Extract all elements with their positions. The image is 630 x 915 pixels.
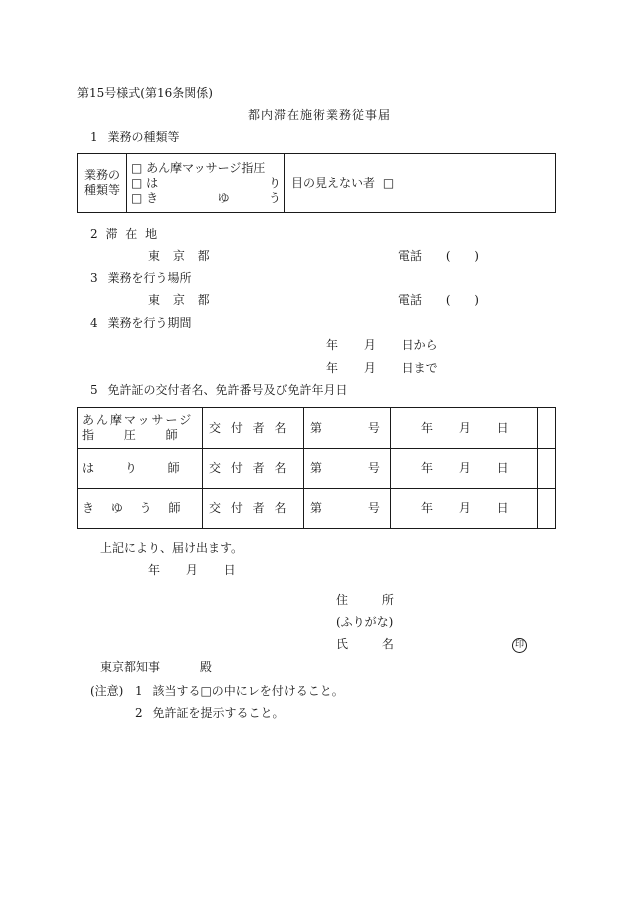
license-row-kyu — [78, 489, 556, 529]
seal-mark: 印 — [512, 636, 527, 653]
option-anma[interactable]: □ あん摩マッサージ指圧 — [131, 160, 266, 175]
note-2: 2 免許証を提示すること。 — [135, 706, 285, 720]
license-qualification: は り 師 — [78, 449, 203, 489]
license-number: 第 号 — [304, 449, 391, 489]
business-type-table — [77, 153, 556, 213]
business-type-options — [127, 154, 285, 213]
license-qualification: あん摩マッサージ 指 圧 師 — [78, 408, 203, 449]
license-extra — [538, 489, 556, 529]
addressee: 東京都知事 殿 — [100, 660, 212, 674]
license-table — [77, 407, 556, 529]
section4-heading: 4 業務を行う期間 — [90, 316, 192, 330]
section1-heading: 1 業務の種類等 — [90, 130, 180, 144]
option-kyu[interactable]: □ き ゆ う — [131, 190, 281, 205]
submission-date: 年 月 日 — [148, 563, 236, 577]
license-issuer: 交 付 者 名 — [203, 489, 304, 529]
work-phone: 電話 ( ) — [398, 293, 479, 307]
notes-label: (注意) — [90, 684, 124, 698]
license-qualification: き ゆ う 師 — [78, 489, 203, 529]
license-number: 第 号 — [304, 489, 391, 529]
form-title: 都内滞在施術業務従事届 — [248, 108, 392, 122]
form-number: 第15号様式(第16条関係) — [77, 86, 213, 100]
license-date: 年 月 日 — [391, 408, 538, 449]
stay-phone: 電話 ( ) — [398, 249, 479, 263]
option-hari[interactable]: □ は り — [131, 175, 281, 190]
note-1: 1 該当する□の中にレを付けること。 — [135, 684, 344, 698]
license-number: 第 号 — [304, 408, 391, 449]
business-type-label: 業務の 種類等 — [78, 154, 127, 213]
license-row-hari — [78, 449, 556, 489]
license-issuer: 交 付 者 名 — [203, 449, 304, 489]
work-address: 東 京 都 — [148, 293, 210, 307]
stay-address: 東 京 都 — [148, 249, 210, 263]
section3-heading: 3 業務を行う場所 — [90, 271, 192, 285]
license-date: 年 月 日 — [391, 489, 538, 529]
closing-statement: 上記により、届け出ます。 — [100, 541, 244, 555]
license-extra — [538, 449, 556, 489]
license-date: 年 月 日 — [391, 449, 538, 489]
address-label: 住 所 — [336, 593, 394, 607]
furigana-label: (ふりがな) — [336, 615, 394, 629]
blind-checkbox[interactable]: 目の見えない者 □ — [285, 154, 556, 213]
section2-heading: 2 滞 在 地 — [90, 227, 158, 241]
period-from: 年 月 日から — [326, 338, 438, 352]
license-extra — [538, 408, 556, 449]
license-row-anma — [78, 408, 556, 449]
period-to: 年 月 日まで — [326, 361, 438, 375]
license-issuer: 交 付 者 名 — [203, 408, 304, 449]
section5-heading: 5 免許証の交付者名、免許番号及び免許年月日 — [90, 383, 348, 397]
name-label: 氏 名 — [336, 637, 394, 651]
